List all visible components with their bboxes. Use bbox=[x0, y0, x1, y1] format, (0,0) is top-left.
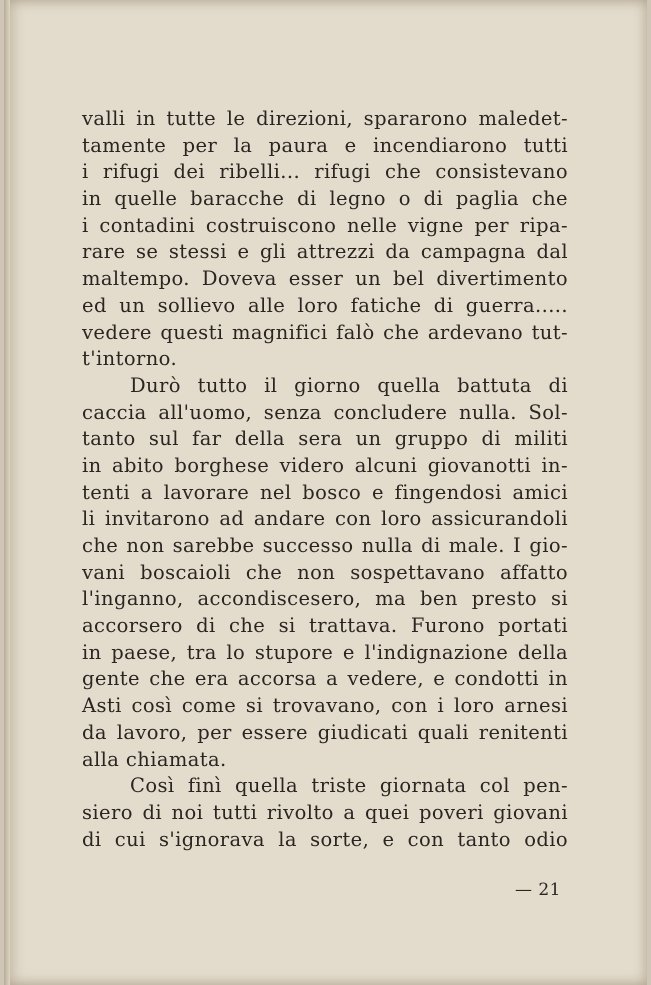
text-line: i contadini costruiscono nelle vigne per ripa- bbox=[82, 213, 568, 237]
text-line: t'intorno. bbox=[82, 347, 178, 371]
page-number: — 21 bbox=[514, 880, 561, 900]
text-line: ed un sollievo alle loro fatiche di guerra..... bbox=[82, 293, 568, 317]
text-line: i rifugi dei ribelli... rifugi che consistevano bbox=[82, 160, 568, 184]
page-binding-edge bbox=[4, 0, 10, 985]
text-line: siero di noi tutti rivolto a quei poveri giovani bbox=[82, 800, 568, 824]
text-line: tenti a lavorare nel bosco e fingendosi amici bbox=[82, 480, 568, 504]
text-line: maltempo. Doveva esser un bel divertimento bbox=[82, 267, 568, 291]
paragraph-1 bbox=[82, 106, 568, 373]
paragraph-3 bbox=[82, 773, 568, 853]
text-line: Durò tutto il giorno quella battuta di bbox=[130, 373, 568, 397]
text-line: in abito borghese videro alcuni giovanotti in- bbox=[82, 453, 568, 477]
text-line: tanto sul far della sera un gruppo di militi bbox=[82, 427, 568, 451]
text-line: tamente per la paura e incendiarono tutti bbox=[82, 133, 568, 157]
body-text bbox=[82, 106, 568, 853]
text-line: vedere questi magnifici falò che ardevano tut- bbox=[82, 320, 568, 344]
text-line: in paese, tra lo stupore e l'indignazione della bbox=[82, 640, 568, 664]
text-line: che non sarebbe successo nulla di male. I gio- bbox=[82, 534, 568, 557]
text-line: accorsero di che si trattava. Furono portati bbox=[82, 614, 568, 638]
text-line: alla chiamata. bbox=[82, 747, 227, 771]
text-line: vani boscaioli che non sospettavano affatto bbox=[82, 560, 568, 584]
text-line: gente che era accorsa a vedere, e condotti in bbox=[82, 667, 568, 691]
text-line: Asti così come si trovavano, con i loro arnesi bbox=[82, 694, 568, 718]
text-line: l'inganno, accondiscesero, ma ben presto si bbox=[82, 587, 568, 611]
text-line: li invitarono ad andare con loro assicurandoli bbox=[82, 507, 568, 531]
text-line: caccia all'uomo, senza concludere nulla. Sol- bbox=[82, 400, 568, 424]
text-line: Così finì quella triste giornata col pen- bbox=[130, 774, 568, 798]
text-line: di cui s'ignorava la sorte, e con tanto odio bbox=[82, 827, 568, 851]
text-line: da lavoro, per essere giudicati quali renitenti bbox=[82, 720, 568, 744]
paragraph-2 bbox=[82, 373, 568, 773]
text-line: in quelle baracche di legno o di paglia che bbox=[82, 187, 568, 211]
text-line: rare se stessi e gli attrezzi da campagna dal bbox=[82, 240, 568, 264]
text-line: valli in tutte le direzioni, spararono maledet- bbox=[82, 107, 568, 130]
book-page bbox=[4, 0, 647, 985]
